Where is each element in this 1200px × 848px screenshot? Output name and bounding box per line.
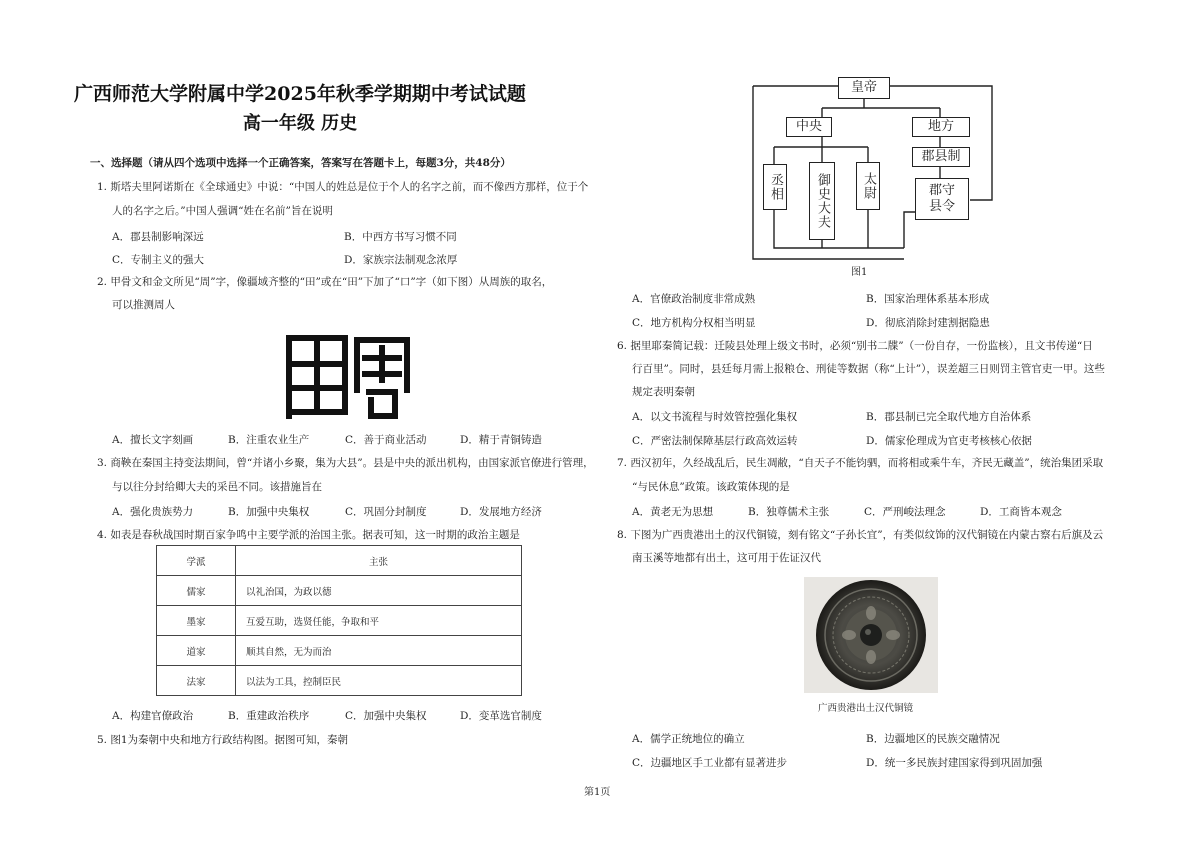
q5-stem-1: 5. 图1为秦朝中央和地方行政结构图。据图可知，秦朝 [97,734,349,746]
q3-option-a: A．强化贵族势力 [112,506,194,518]
schools-table [156,545,522,696]
table-cell: 互爱互助，选贤任能，争取和平 [236,606,522,636]
q5-option-c: C．地方机构分权相当明显 [632,317,756,329]
q2-option-d: D．精于青铜铸造 [460,434,542,446]
q6-option-b: B．郡县制已完全取代地方自治体系 [866,411,1032,423]
table-cell: 墨家 [157,606,236,636]
table-row [157,576,522,606]
table-cell: 以法为工具，控制臣民 [236,666,522,696]
diagram-node-chancellor: 丞相 [763,164,787,210]
q8-option-a: A．儒学正统地位的确立 [632,733,745,745]
q7-option-a: A．黄老无为思想 [632,506,714,518]
table-header-cell: 学派 [157,546,236,576]
q7-stem-2: “与民休息”政策。该政策体现的是 [632,481,790,493]
q2-option-a: A．擅长文字刻画 [112,434,194,446]
page-number: 第1页 [584,787,611,798]
q6-option-d: D．儒家伦理成为官吏考核核心依据 [866,435,1032,447]
q5-option-b: B．国家治理体系基本形成 [866,293,990,305]
bronze-mirror-image [804,577,938,693]
q6-option-a: A．以文书流程与时效管控强化集权 [632,411,798,423]
table-header-row [157,546,522,576]
oracle-zhou-glyphs-image [285,330,415,422]
q5-option-d: D．彻底消除封建割据隐患 [866,317,990,329]
q4-option-d: D．变革选官制度 [460,710,542,722]
q7-option-b: B．独尊儒术主张 [748,506,830,518]
q1-option-c: C．专制主义的强大 [112,254,205,266]
q3-option-c: C．巩固分封制度 [345,506,427,518]
q6-option-c: C．严密法制保障基层行政高效运转 [632,435,798,447]
exam-subtitle: 高一年级 历史 [242,113,358,134]
diagram-node-central: 中央 [786,117,832,137]
q8-option-c: C．边疆地区手工业都有显著进步 [632,757,788,769]
figure-caption: 图1 [851,267,868,278]
table-header-cell: 主张 [236,546,522,576]
mirror-caption: 广西贵港出土汉代铜镜 [818,703,914,714]
table-row [157,606,522,636]
diagram-node-emperor: 皇帝 [838,77,890,99]
q1-stem-1: 1. 斯塔夫里阿诺斯在《全球通史》中说：“中国人的姓总是位于个人的名字之前，而不像西方那样，位于个 [97,181,589,193]
q4-stem-1: 4. 如表是春秋战国时期百家争鸣中主要学派的治国主张。据表可知，这一时期的政治主题是 [97,529,520,541]
q4-option-a: A．构建官僚政治 [112,710,194,722]
q3-stem-1: 3. 商鞅在秦国主持变法期间，曾“并诸小乡聚，集为大县”。县是中央的派出机构，由国家派官僚进行管理， [97,457,594,469]
q1-option-b: B．中西方书写习惯不同 [344,231,457,243]
diagram-node-taiwei: 太尉 [856,162,880,210]
q8-option-d: D．统一多民族封建国家得到巩固加强 [866,757,1043,769]
q7-option-c: C．严刑峻法理念 [864,506,946,518]
table-cell: 顺其自然，无为而治 [236,636,522,666]
q6-stem-1: 6. 据里耶秦简记载：迁陵县处理上级文书时，必须“别书二牒”（一份自存，一份监核），且文书传递“日 [617,340,1093,352]
section-heading: 一、选择题（请从四个选项中选择一个正确答案，答案写在答题卡上，每题3分，共48分） [90,157,511,169]
table-row [157,666,522,696]
table-cell: 以礼治国，为政以德 [236,576,522,606]
diagram-node-censor: 御史大夫 [809,162,835,240]
q2-option-b: B．注重农业生产 [228,434,310,446]
q4-option-b: B．重建政治秩序 [228,710,310,722]
diagram-node-prefects: 郡守县令 [915,178,969,220]
q7-stem-1: 7. 西汉初年，久经战乱后，民生凋敝，“自天子不能钧驷，而将相或乘牛车，齐民无藏盖”，统治集团采取 [617,457,1104,469]
exam-title: 广西师范大学附属中学2025年秋季学期期中考试试题 [74,83,526,105]
q1-stem-2: 人的名字之后。”中国人强调“姓在名前”旨在说明 [112,205,333,217]
q6-stem-2: 行百里”。同时，县廷每月需上报粮仓、刑徒等数据（称“上计”），误差超三日则罚主管官吏一甲。这些 [632,363,1105,375]
q2-stem-2: 可以推测周人 [112,299,175,311]
table-cell: 道家 [157,636,236,666]
q5-option-a: A．官僚政治制度非常成熟 [632,293,756,305]
diagram-node-county-system: 郡县制 [912,147,970,167]
q8-stem-1: 8. 下图为广西贵港出土的汉代铜镜，刻有铭文“子孙长宜”，有类似纹饰的汉代铜镜在内蒙古察右后旗及云 [617,529,1104,541]
q2-stem-1: 2. 甲骨文和金文所见“周”字，像疆域齐整的“田”或在“田”下加了“口”字（如下图）从周族的取名， [97,276,553,288]
q3-option-b: B．加强中央集权 [228,506,310,518]
q1-option-d: D．家族宗法制观念浓厚 [344,254,458,266]
q3-option-d: D．发展地方经济 [460,506,542,518]
table-row [157,636,522,666]
q3-stem-2: 与以往分封给卿大夫的采邑不同。该措施旨在 [112,481,322,493]
q8-stem-2: 南玉溪等地都有出土，这可用于佐证汉代 [632,552,821,564]
q2-option-c: C．善于商业活动 [345,434,427,446]
q8-option-b: B．边疆地区的民族交融情况 [866,733,1000,745]
diagram-node-local: 地方 [912,117,970,137]
table-cell: 法家 [157,666,236,696]
q1-option-a: A．郡县制影响深远 [112,231,204,243]
q6-stem-3: 规定表明秦朝 [632,386,695,398]
q7-option-d: D．工商皆本观念 [980,506,1062,518]
table-cell: 儒家 [157,576,236,606]
q4-option-c: C．加强中央集权 [345,710,427,722]
